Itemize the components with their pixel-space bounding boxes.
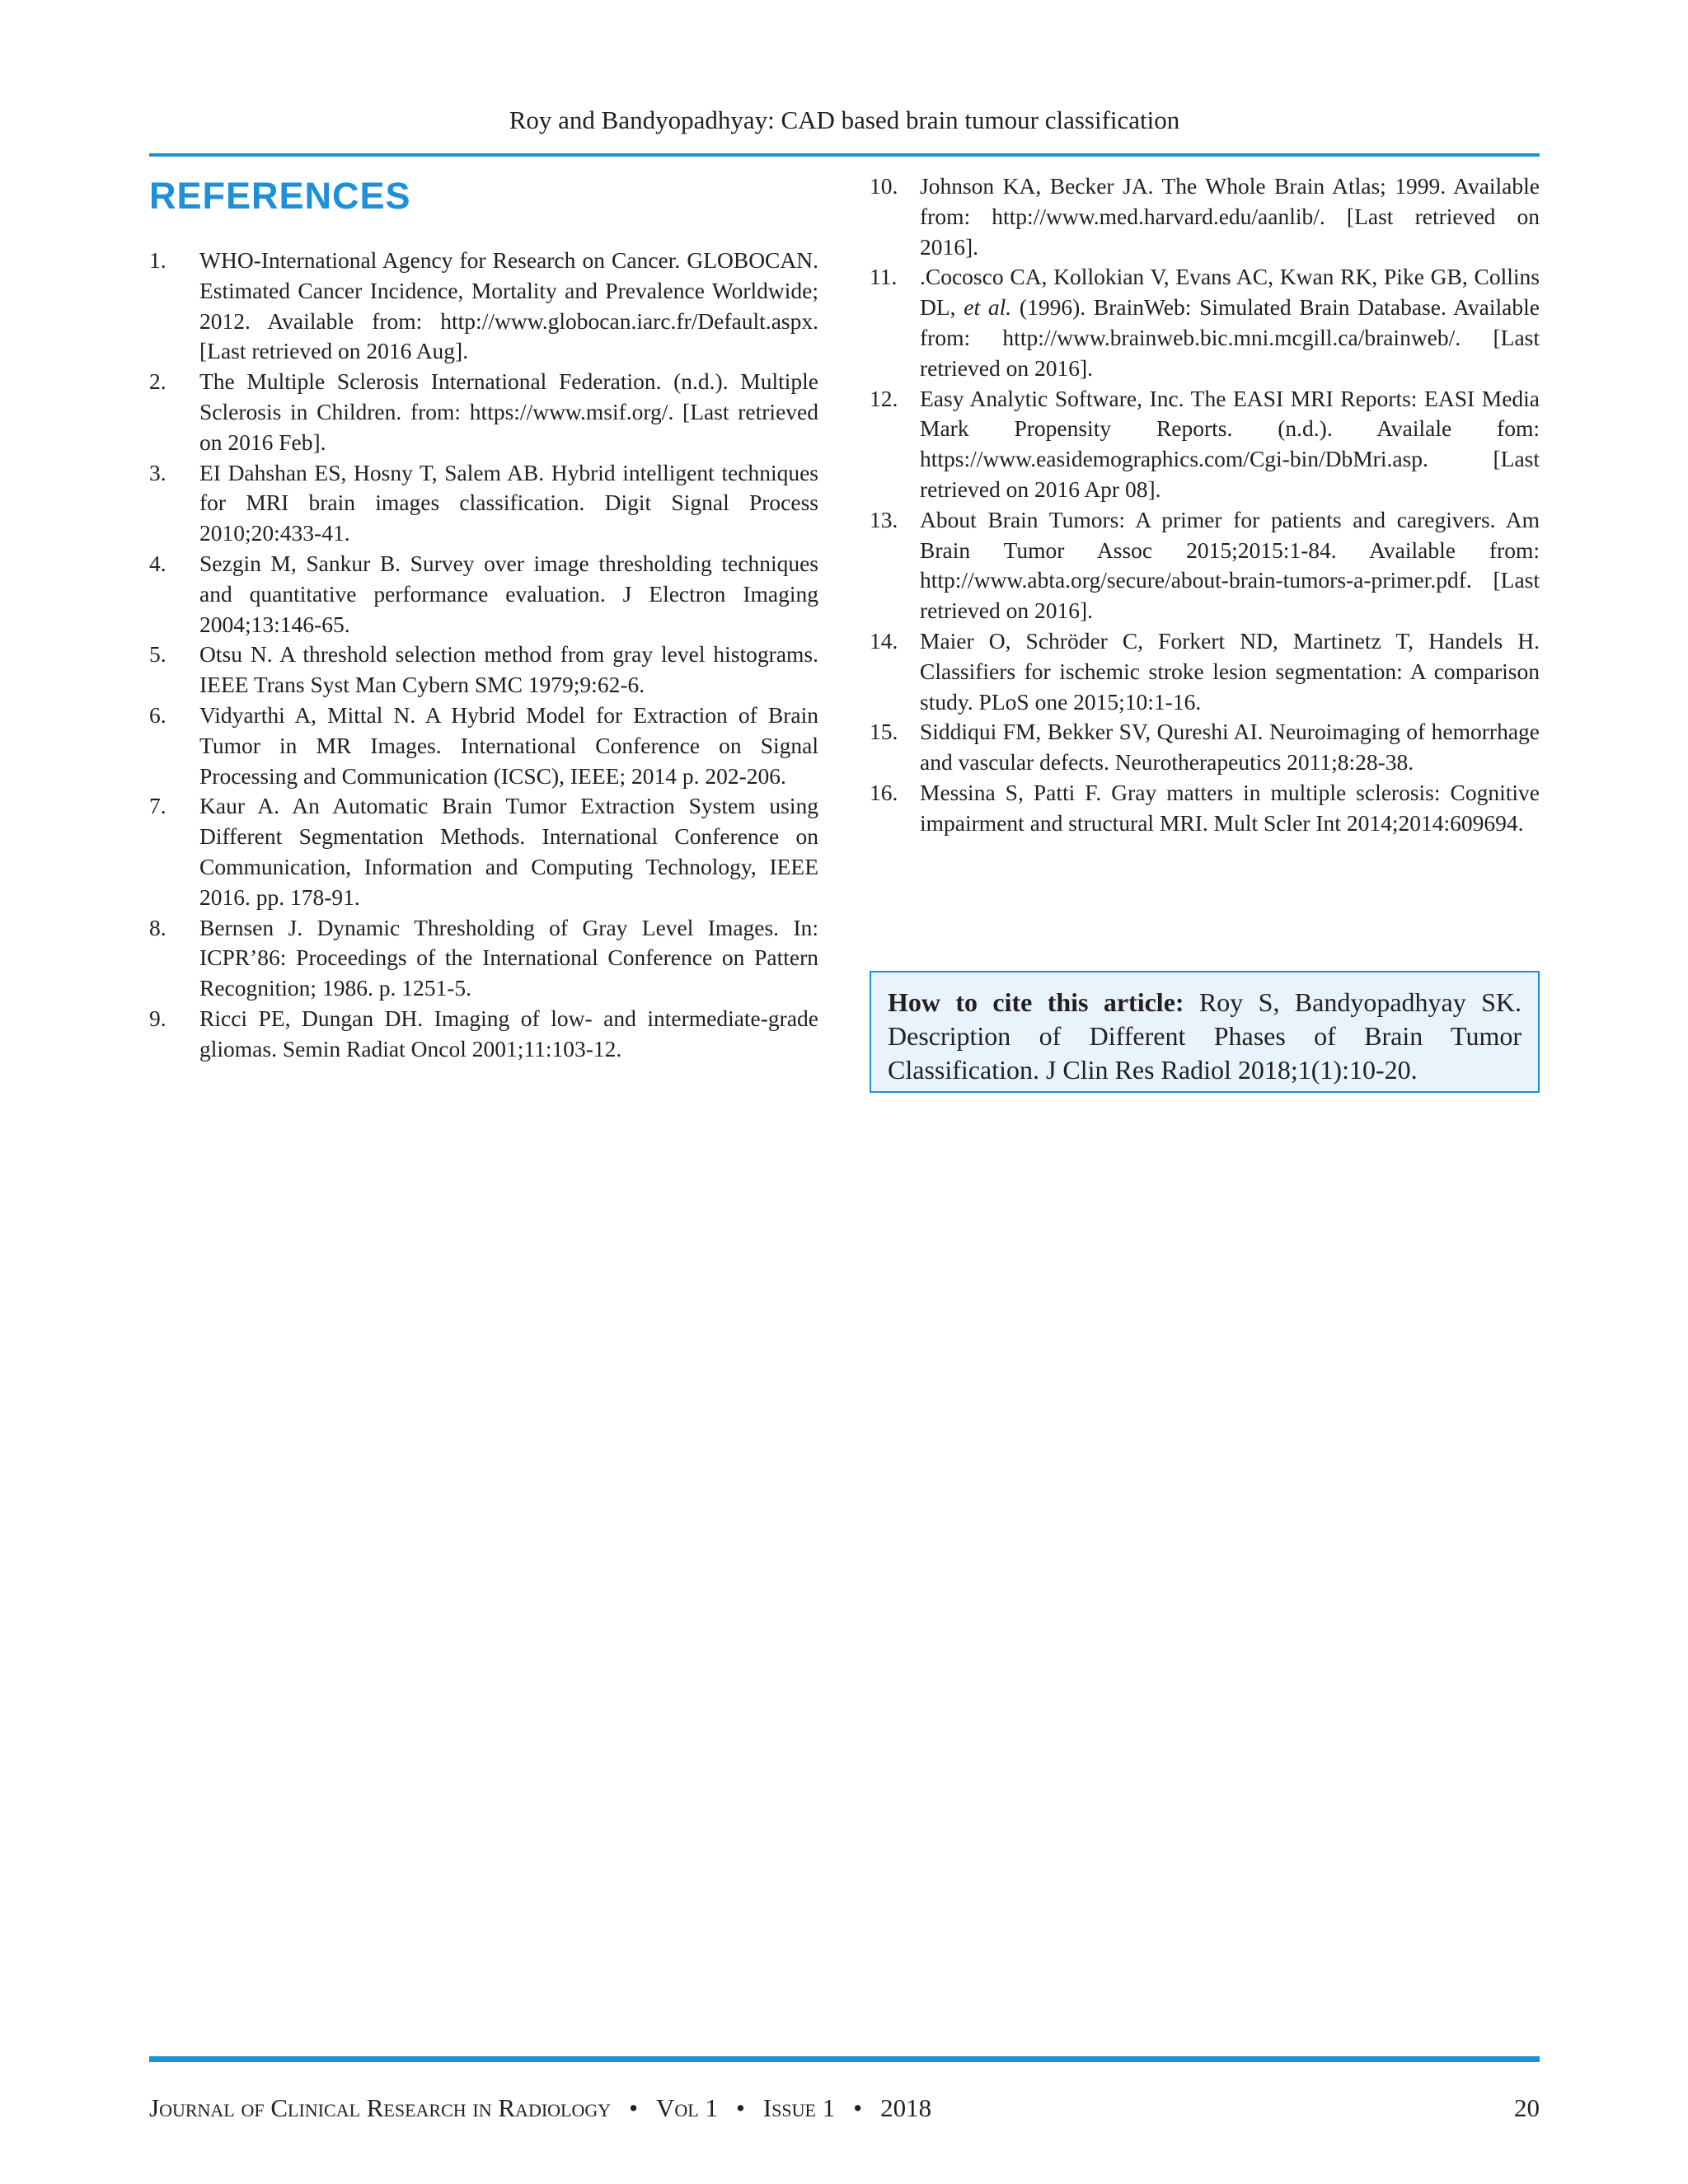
journal-volume: Vol 1 xyxy=(656,2093,718,2122)
reference-item xyxy=(149,640,818,701)
journal-issue: Issue 1 xyxy=(762,2093,836,2122)
reference-item xyxy=(149,913,818,1004)
reference-item xyxy=(870,778,1540,839)
reference-number: 15. xyxy=(870,719,898,745)
reference-item xyxy=(149,458,818,549)
reference-text: EI Dahshan ES, Hosny T, Salem AB. Hybrid intelligent techniques for MRI brain images classification. Digit Signal Process 2010;20:433-41. xyxy=(199,459,818,546)
footer-bullet: • xyxy=(629,2093,639,2122)
footer-bullet: • xyxy=(853,2093,863,2122)
reference-text-italic: et al. xyxy=(964,294,1012,321)
reference-number: 3. xyxy=(149,459,166,485)
left-column xyxy=(149,171,818,1065)
reference-item xyxy=(870,626,1540,717)
journal-name: Journal of Clinical Research in Radiology xyxy=(149,2093,612,2122)
reference-item xyxy=(149,549,818,640)
reference-text-part: (1996). BrainWeb: Simulated Brain Database. Available from: http://www.brainweb.bic.mni.mcgill.ca/brainweb/. [Last retrieved on 2016]. xyxy=(920,294,1540,381)
reference-text xyxy=(920,264,1540,380)
reference-text: Messina S, Patti F. Gray matters in multiple sclerosis: Cognitive impairment and structural MRI. Mult Scler Int 2014;2014:609694. xyxy=(920,779,1540,836)
reference-text: Sezgin M, Sankur B. Survey over image thresholding techniques and quantitative performance evaluation. J Electron Imaging 2004;13:146-65. xyxy=(199,550,818,637)
reference-text: Siddiqui FM, Bekker SV, Qureshi AI. Neuroimaging of hemorrhage and vascular defects. Neurotherapeutics 2011;8:28-38. xyxy=(920,719,1540,776)
reference-item xyxy=(149,791,818,912)
reference-text: The Multiple Sclerosis International Federation. (n.d.). Multiple Sclerosis in Children. from: https://www.msif.org/. [Last retrieved on 2016 Feb]. xyxy=(199,368,818,455)
footer-bullet: • xyxy=(735,2093,745,2122)
reference-item xyxy=(870,717,1540,778)
reference-number: 6. xyxy=(149,701,166,728)
reference-item xyxy=(149,1004,818,1065)
journal-year: 2018 xyxy=(880,2093,932,2122)
reference-number: 9. xyxy=(149,1005,166,1031)
reference-item xyxy=(149,367,818,457)
reference-number: 4. xyxy=(149,550,166,576)
reference-text: WHO-International Agency for Research on Cancer. GLOBOCAN. Estimated Cancer Incidence, Mortality and Prevalence Worldwide; 2012. Available from: http://www.globocan.iarc.fr/Default.aspx. [Last retrieved on 2016 Aug]. xyxy=(199,247,818,364)
reference-text: About Brain Tumors: A primer for patients and caregivers. Am Brain Tumor Assoc 2015;2015:1-84. Available from: http://www.abta.org/secure/about-brain-tumors-a-primer.pdf. [Last retrieved on 2016]. xyxy=(920,506,1540,624)
reference-item xyxy=(149,701,818,791)
reference-text-part: .Cocosco CA, Kollokian V, Evans AC, Kwan RK, Pike GB, Collins DL, xyxy=(920,264,1540,321)
reference-number: 10. xyxy=(870,173,898,199)
reference-list-left xyxy=(149,246,818,1065)
reference-number: 7. xyxy=(149,793,166,819)
reference-number: 16. xyxy=(870,779,898,805)
reference-number: 8. xyxy=(149,914,166,940)
reference-text: Easy Analytic Software, Inc. The EASI MRI Reports: EASI Media Mark Propensity Reports. (n.d.). Availale fom: https://www.easidemographics.com/Cgi-bin/DbMri.asp. [Last retrieved on 2016 Apr 08]. xyxy=(920,385,1540,502)
header-rule xyxy=(149,153,1540,157)
reference-text: Johnson KA, Becker JA. The Whole Brain Atlas; 1999. Available from: http://www.med.harvard.edu/aanlib/. [Last retrieved on 2016]. xyxy=(920,173,1540,260)
citation-text: Roy S, Bandyopadhyay SK. Description of Different Phases of Brain Tumor Classification. J Clin Res Radiol 2018;1(1):10-20. xyxy=(888,987,1522,1085)
reference-number: 12. xyxy=(870,385,898,411)
reference-number: 5. xyxy=(149,641,166,668)
reference-number: 14. xyxy=(870,627,898,654)
footer-rule xyxy=(149,2056,1540,2062)
reference-text: Kaur A. An Automatic Brain Tumor Extraction System using Different Segmentation Methods. International Conference on Communication, Information and Computing Technology, IEEE 2016. pp. 178-91. xyxy=(199,793,818,910)
reference-item xyxy=(149,246,818,367)
reference-list-right xyxy=(870,171,1540,839)
page-footer xyxy=(149,2092,1540,2125)
running-title: Roy and Bandyopadhyay: CAD based brain tumour classification xyxy=(509,105,1180,134)
reference-number: 11. xyxy=(870,264,898,290)
right-column xyxy=(870,171,1540,839)
reference-number: 2. xyxy=(149,368,166,395)
reference-text: Maier O, Schröder C, Forkert ND, Martinetz T, Handels H. Classifiers for ischemic stroke lesion segmentation: A comparison study. PLoS one 2015;10:1-16. xyxy=(920,627,1540,715)
reference-number: 1. xyxy=(149,247,166,273)
reference-item xyxy=(870,505,1540,626)
reference-item xyxy=(870,171,1540,262)
reference-item xyxy=(870,384,1540,505)
citation-box xyxy=(870,971,1540,1093)
reference-item xyxy=(870,262,1540,383)
reference-text: Otsu N. A threshold selection method from gray level histograms. IEEE Trans Syst Man Cybern SMC 1979;9:62-6. xyxy=(199,641,818,698)
citation-label: How to cite this article: xyxy=(888,987,1184,1017)
section-title: REFERENCES xyxy=(149,175,411,217)
reference-number: 13. xyxy=(870,506,898,532)
reference-text: Vidyarthi A, Mittal N. A Hybrid Model for Extraction of Brain Tumor in MR Images. International Conference on Signal Processing and Communication (ICSC), IEEE; 2014 p. 202-206. xyxy=(199,701,818,789)
reference-text: Ricci PE, Dungan DH. Imaging of low- and intermediate-grade gliomas. Semin Radiat Oncol 2001;11:103-12. xyxy=(199,1005,818,1062)
reference-text: Bernsen J. Dynamic Thresholding of Gray Level Images. In: ICPR’86: Proceedings of the International Conference on Pattern Recognition; 1986. p. 1251-5. xyxy=(199,914,818,1001)
page-number: 20 xyxy=(1514,2093,1540,2122)
